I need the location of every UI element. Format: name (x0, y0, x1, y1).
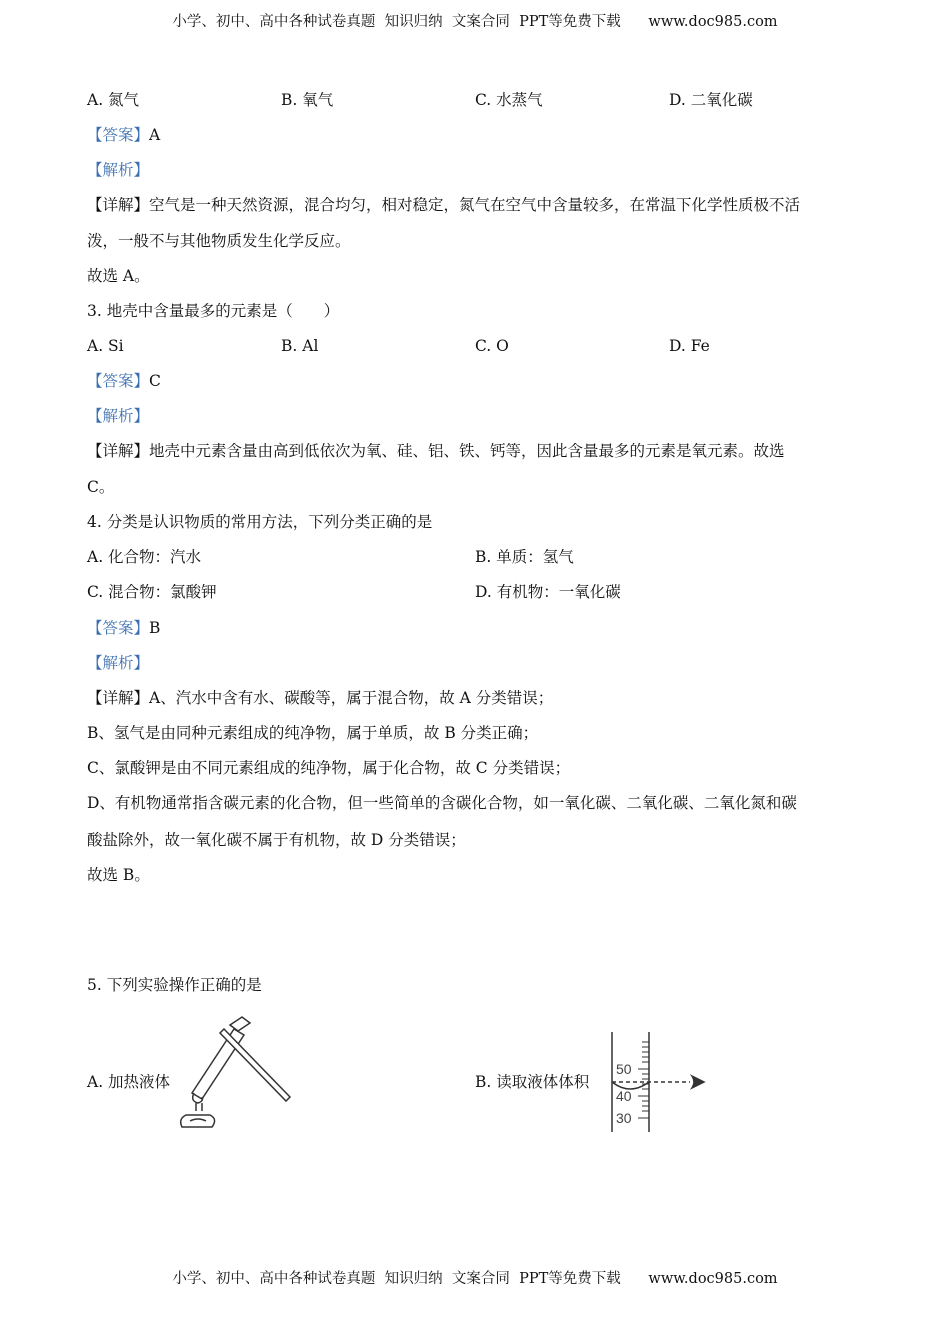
q4-line-c: C、氯酸钾是由不同元素组成的纯净物，属于化合物，故 C 分类错误； (87, 759, 571, 777)
q4-option-c: C. 混合物：氯酸钾 (87, 583, 217, 601)
q2-detail (87, 195, 800, 215)
q3-detail (87, 441, 785, 461)
tick-label-50: 50 (616, 1061, 632, 1077)
detail-label: 【详解】 (87, 196, 150, 214)
q3-detail-cont: C。 (87, 478, 115, 496)
q2-answer (87, 125, 160, 145)
answer-label: 【答案】 (87, 372, 150, 390)
q3-option-b: B. Al (281, 337, 319, 355)
q4-option-d: D. 有机物：一氧化碳 (475, 583, 621, 601)
q2-detail-cont: 泼，一般不与其他物质发生化学反应。 (87, 232, 351, 250)
q4-option-b: B. 单质：氢气 (475, 548, 574, 566)
q5-stem: 5. 下列实验操作正确的是 (87, 976, 262, 994)
q2-option-c: C. 水蒸气 (475, 91, 543, 109)
q2-option-b: B. 氧气 (281, 91, 334, 109)
answer-value: B (149, 619, 161, 637)
detail-label: 【详解】 (87, 689, 150, 707)
tick-label-40: 40 (616, 1088, 632, 1104)
q3-stem: 3. 地壳中含量最多的元素是（ ） (87, 302, 340, 320)
q5-option-a: A. 加热液体 (87, 1073, 171, 1091)
q4-stem: 4. 分类是认识物质的常用方法，下列分类正确的是 (87, 513, 433, 531)
q2-option-a: A. 氮气 (87, 91, 140, 109)
answer-value: C (149, 372, 161, 390)
q4-line-d1: D、有机物通常指含碳元素的化合物，但一些简单的含碳化合物，如一氧化碳、二氧化碳、二氧化氮和碳 (87, 794, 797, 812)
q2-option-d: D. 二氧化碳 (669, 91, 753, 109)
q3-option-d: D. Fe (669, 337, 710, 355)
q2-conclusion: 故选 A。 (87, 267, 150, 285)
q4-line-d2: 酸盐除外，故一氧化碳不属于有机物，故 D 分类错误； (87, 831, 466, 849)
q3-option-a: A. Si (87, 337, 124, 355)
q5-option-b: B. 读取液体体积 (475, 1073, 590, 1091)
answer-label: 【答案】 (87, 126, 150, 144)
detail-text: 地壳中元素含量由高到低依次为氧、硅、铝、铁、钙等，因此含量最多的元素是氧元素。故选 (149, 442, 785, 460)
q4-line-b: B、氢气是由同种元素组成的纯净物，属于单质，故 B 分类正确； (87, 724, 539, 742)
graduated-cylinder-illustration (606, 1030, 711, 1135)
page-footer: 小学、初中、高中各种试卷真题 知识归纳 文案合同 PPT等免费下载 www.doc985.com (172, 1271, 778, 1287)
page-header: 小学、初中、高中各种试卷真题 知识归纳 文案合同 PPT等免费下载 www.doc985.com (172, 14, 778, 30)
detail-text: 空气是一种天然资源，混合均匀，相对稳定，氮气在空气中含量较多，在常温下化学性质极不活 (149, 196, 801, 214)
q4-answer (87, 618, 160, 638)
q3-analysis-label: 【解析】 (87, 407, 150, 425)
q2-analysis-label: 【解析】 (87, 161, 150, 179)
answer-value: A (149, 126, 161, 144)
q3-answer (87, 371, 161, 391)
answer-label: 【答案】 (87, 619, 150, 637)
detail-label: 【详解】 (87, 442, 150, 460)
q4-option-a: A. 化合物：汽水 (87, 548, 202, 566)
tick-label-30: 30 (616, 1110, 632, 1126)
q4-detail (87, 688, 553, 708)
heating-liquid-illustration (172, 1015, 297, 1135)
q3-option-c: C. O (475, 337, 509, 355)
detail-text: A、汽水中含有水、碳酸等，属于混合物，故 A 分类错误； (149, 689, 554, 707)
q4-analysis-label: 【解析】 (87, 654, 150, 672)
q4-conclusion: 故选 B。 (87, 866, 150, 884)
